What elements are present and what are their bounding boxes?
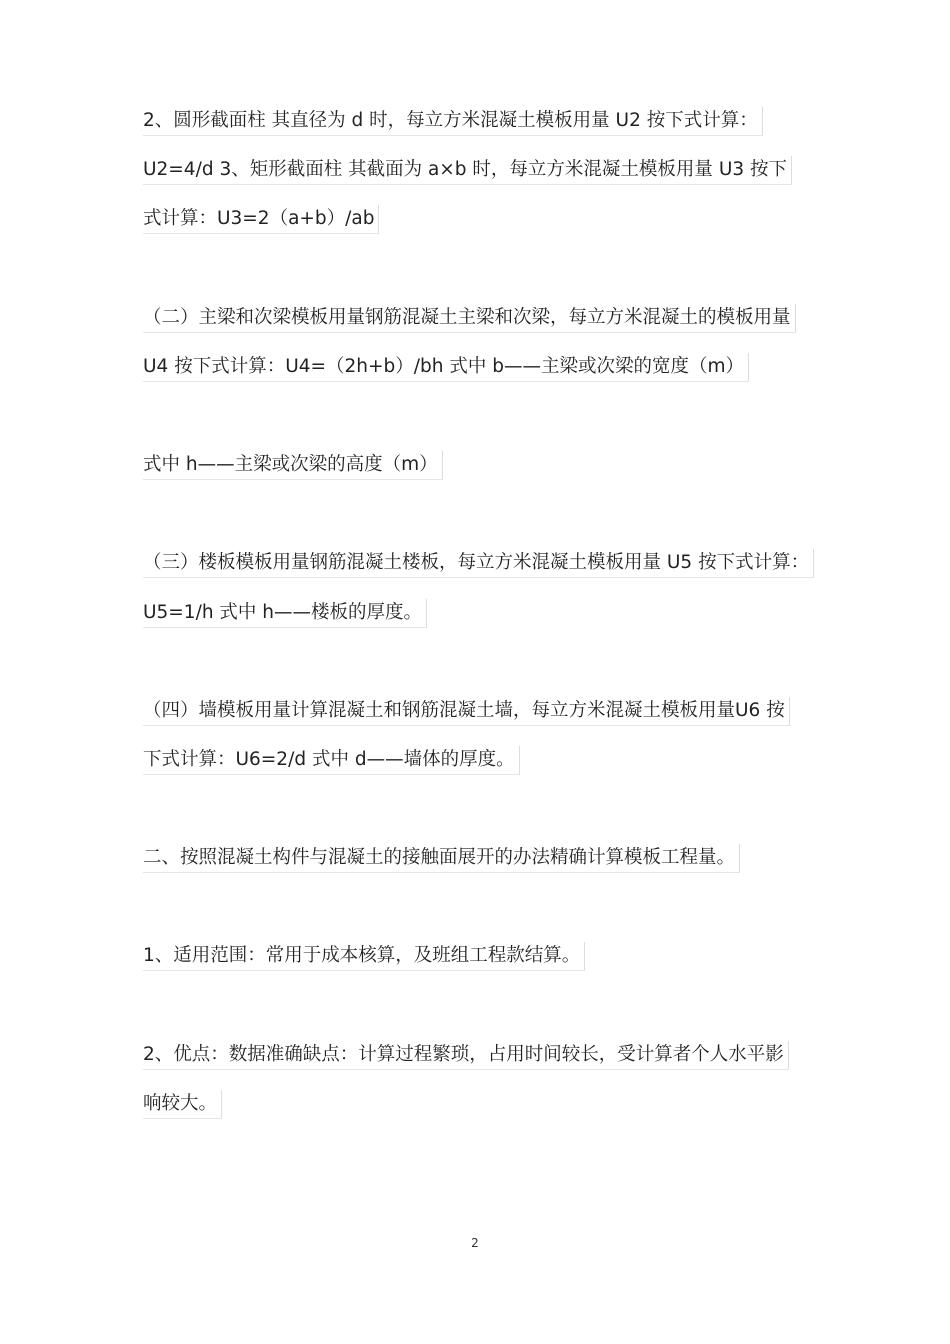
text-line: （四）墙模板用量计算混凝土和钢筋混凝土墙，每立方米混凝土模板用量U6 按: [143, 697, 790, 726]
text-line: 响较大。: [143, 1090, 222, 1119]
text-line: （二）主梁和次梁模板用量钢筋混凝土主梁和次梁，每立方米混凝土的模板用量: [143, 304, 796, 333]
text-line: 下式计算：U6=2/d 式中 d——墙体的厚度。: [143, 746, 520, 775]
text-line: U5=1/h 式中 h——楼板的厚度。: [143, 599, 427, 628]
text-line: U4 按下式计算：U4=（2h+b）/bh 式中 b——主梁或次梁的宽度（m）: [143, 353, 749, 382]
text-line: U2=4/d 3、矩形截面柱 其截面为 a×b 时，每立方米混凝土模板用量 U3 按下: [143, 156, 792, 185]
text-line: 二、按照混凝土构件与混凝土的接触面展开的办法精确计算模板工程量。: [143, 844, 740, 873]
text-line: （三）楼板模板用量钢筋混凝土楼板，每立方米混凝土模板用量 U5 按下式计算：: [143, 549, 814, 578]
page-number: 2: [471, 1236, 479, 1250]
text-line: 式中 h——主梁或次梁的高度（m）: [143, 451, 443, 480]
text-line: 1、适用范围：常用于成本核算，及班组工程款结算。: [143, 942, 585, 971]
text-line: 2、圆形截面柱 其直径为 d 时，每立方米混凝土模板用量 U2 按下式计算：: [143, 107, 763, 136]
text-line: 2、优点：数据准确缺点：计算过程繁琐，占用时间较长，受计算者个人水平影: [143, 1041, 789, 1070]
text-line: 式计算：U3=2（a+b）/ab: [143, 205, 379, 234]
